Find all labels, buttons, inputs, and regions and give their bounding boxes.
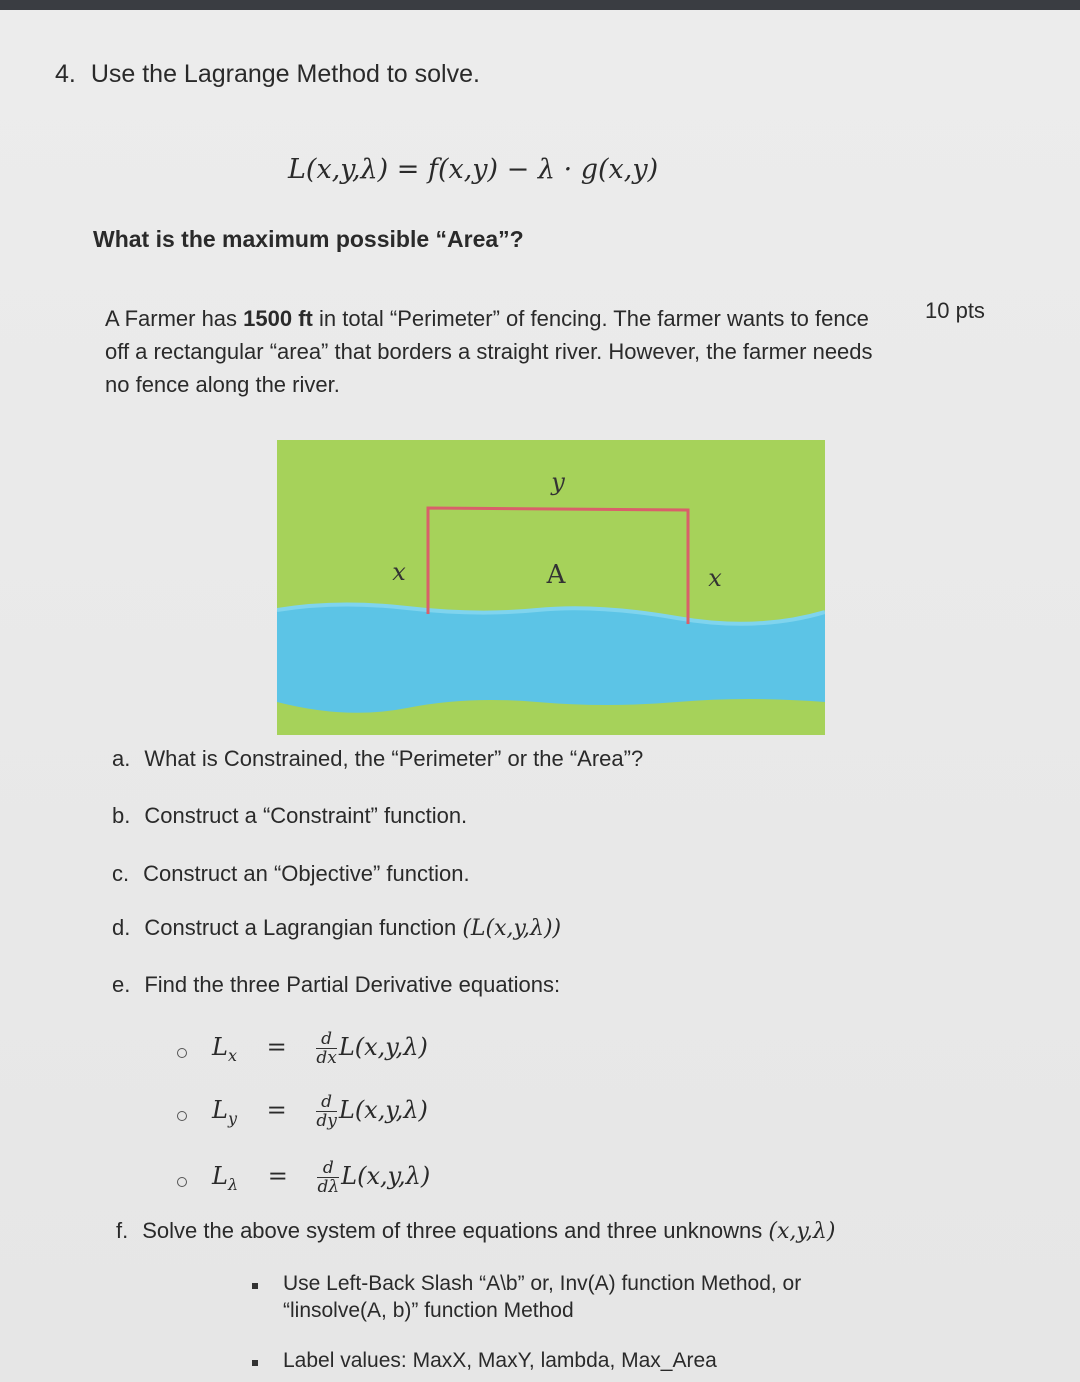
question-number: 4. xyxy=(55,60,76,88)
part-d: d. Construct a Lagrangian function (L(x,y,λ)) xyxy=(112,915,562,941)
lagrange-formula: L(x,y,λ) = f(x,y) − λ · g(x,y) xyxy=(288,154,659,185)
hollow-bullet xyxy=(177,1177,187,1187)
square-bullet xyxy=(252,1360,258,1366)
lagrangian-notation: (L(x,y,λ)) xyxy=(462,916,562,941)
part-c: c. Construct an “Objective” function. xyxy=(112,861,470,886)
problem-line-1: A Farmer has 1500 ft in total “Perimeter” of fencing. The farmer wants to fence xyxy=(105,306,869,331)
top-bezel xyxy=(0,0,1080,10)
problem-line-2: off a rectangular “area” that borders a straight river. However, the farmer needs xyxy=(105,339,873,364)
part-b: b. Construct a “Constraint” function. xyxy=(112,803,468,828)
method-instruction-line-1: Use Left-Back Slash “A\b” or, Inv(A) function Method, or xyxy=(283,1272,802,1295)
part-f: f. Solve the above system of three equations and three unknowns (x,y,λ) xyxy=(116,1218,836,1244)
method-instruction-line-2: “linsolve(A, b)” function Method xyxy=(283,1299,574,1322)
hollow-bullet xyxy=(177,1111,187,1121)
label-x-left: x xyxy=(392,558,406,586)
label-area: A xyxy=(546,560,566,590)
question-title: Use the Lagrange Method to solve. xyxy=(90,60,480,88)
label-x-right: x xyxy=(708,564,722,592)
partial-derivative-x: $L_x$ = $\frac{d}{dx}$ L(x,y,λ) xyxy=(212,1029,428,1068)
points-label: 10 pts xyxy=(925,298,985,323)
perimeter-value: 1500 ft xyxy=(243,306,313,331)
river-fence-diagram xyxy=(277,440,825,735)
partial-derivative-y: $L_y$ = $\frac{d}{dy}$ L(x,y,λ) xyxy=(212,1092,428,1131)
problem-statement xyxy=(105,302,995,401)
square-bullet xyxy=(252,1283,258,1289)
hollow-bullet xyxy=(177,1048,187,1058)
question-ask: What is the maximum possible “Area”? xyxy=(93,226,524,252)
label-y: y xyxy=(551,468,565,496)
partial-derivative-lambda: $L_\lambda$ = $\frac{d}{d\lambda}$ L(x,y,λ) xyxy=(212,1158,431,1197)
part-a: a. What is Constrained, the “Perimeter” or the “Area”? xyxy=(112,746,644,771)
part-e: e. Find the three Partial Derivative equations: xyxy=(112,972,561,997)
problem-line-3: no fence along the river. xyxy=(105,372,340,397)
label-instruction: Label values: MaxX, MaxY, lambda, Max_Area xyxy=(283,1349,717,1372)
question-heading xyxy=(55,60,480,89)
unknowns-notation: (x,y,λ) xyxy=(768,1219,836,1244)
